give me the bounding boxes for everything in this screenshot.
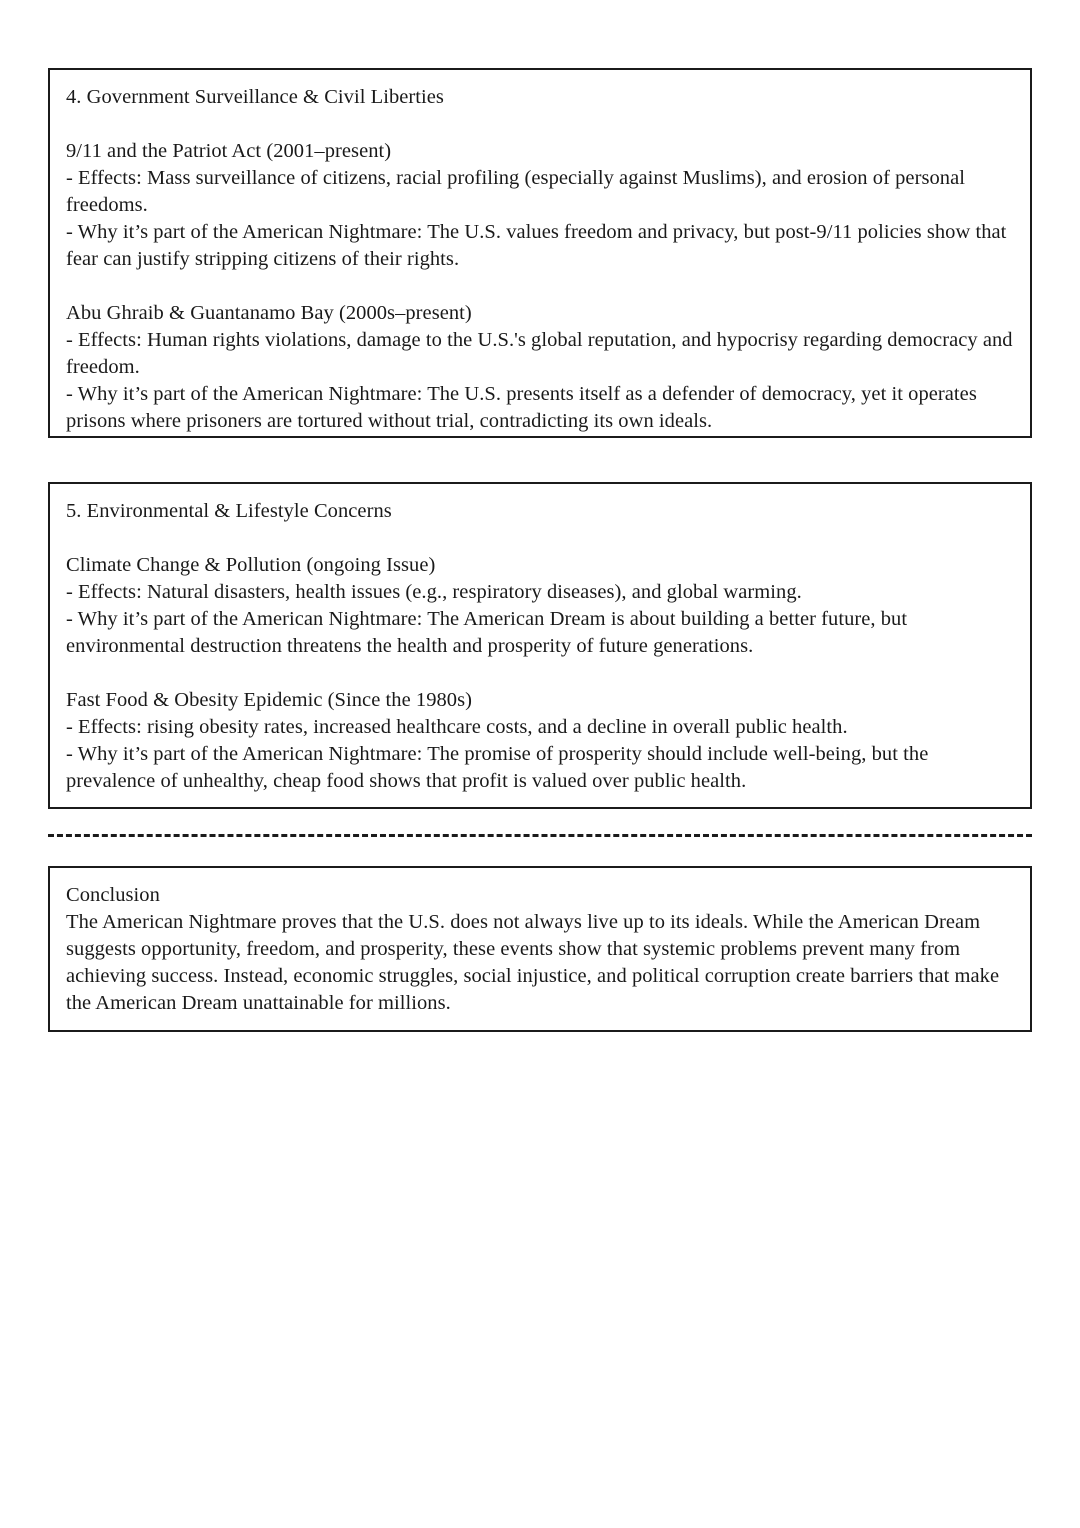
section-box-government-surveillance	[48, 68, 1032, 438]
entry-effects: - Effects: rising obesity rates, increased healthcare costs, and a decline in overall public health.	[66, 716, 848, 738]
conclusion-heading: Conclusion	[66, 884, 160, 906]
section-box-environmental-lifestyle	[48, 482, 1032, 809]
entry-title: Abu Ghraib & Guantanamo Bay (2000s–present)	[66, 302, 472, 324]
entry-title: 9/11 and the Patriot Act (2001–present)	[66, 140, 392, 162]
entry-why: - Why it’s part of the American Nightmare: The U.S. presents itself as a defender of democracy, yet it operates prisons where prisoners are tortured without trial, contradicting its own ideals.	[66, 383, 983, 432]
section-heading: 4. Government Surveillance & Civil Liberties	[66, 86, 444, 108]
entry-title: Fast Food & Obesity Epidemic (Since the 1980s)	[66, 689, 472, 711]
section-box-conclusion	[48, 866, 1032, 1032]
entry-effects: - Effects: Human rights violations, damage to the U.S.'s global reputation, and hypocrisy regarding democracy and freedom.	[66, 329, 1018, 378]
spacer	[66, 525, 1014, 552]
conclusion-body: The American Nightmare proves that the U.S. does not always live up to its ideals. While the American Dream suggests opportunity, freedom, and prosperity, these events show that systemic problems prevent many from achieving success. Instead, economic struggles, social injustice, and political corruption create barriers that make the American Dream unattainable for millions.	[66, 911, 1005, 1014]
entry-why: - Why it’s part of the American Nightmare: The American Dream is about building a better future, but environmental destruction threatens the health and prosperity of future generations.	[66, 608, 913, 657]
spacer	[66, 660, 1014, 687]
section-heading: 5. Environmental & Lifestyle Concerns	[66, 500, 392, 522]
entry-why: - Why it’s part of the American Nightmare: The U.S. values freedom and privacy, but post-9/11 policies show that fear can justify stripping citizens of their rights.	[66, 221, 1012, 270]
entry-effects: - Effects: Natural disasters, health issues (e.g., respiratory diseases), and global warming.	[66, 581, 802, 603]
spacer	[66, 111, 1014, 138]
entry-effects: - Effects: Mass surveillance of citizens, racial profiling (especially against Muslims), and erosion of personal freedoms.	[66, 167, 971, 216]
dashed-divider	[48, 834, 1032, 837]
entry-title: Climate Change & Pollution (ongoing Issue)	[66, 554, 436, 576]
entry-why: - Why it’s part of the American Nightmare: The promise of prosperity should include well-being, but the prevalence of unhealthy, cheap food shows that profit is valued over public health.	[66, 743, 934, 792]
spacer	[66, 273, 1014, 300]
